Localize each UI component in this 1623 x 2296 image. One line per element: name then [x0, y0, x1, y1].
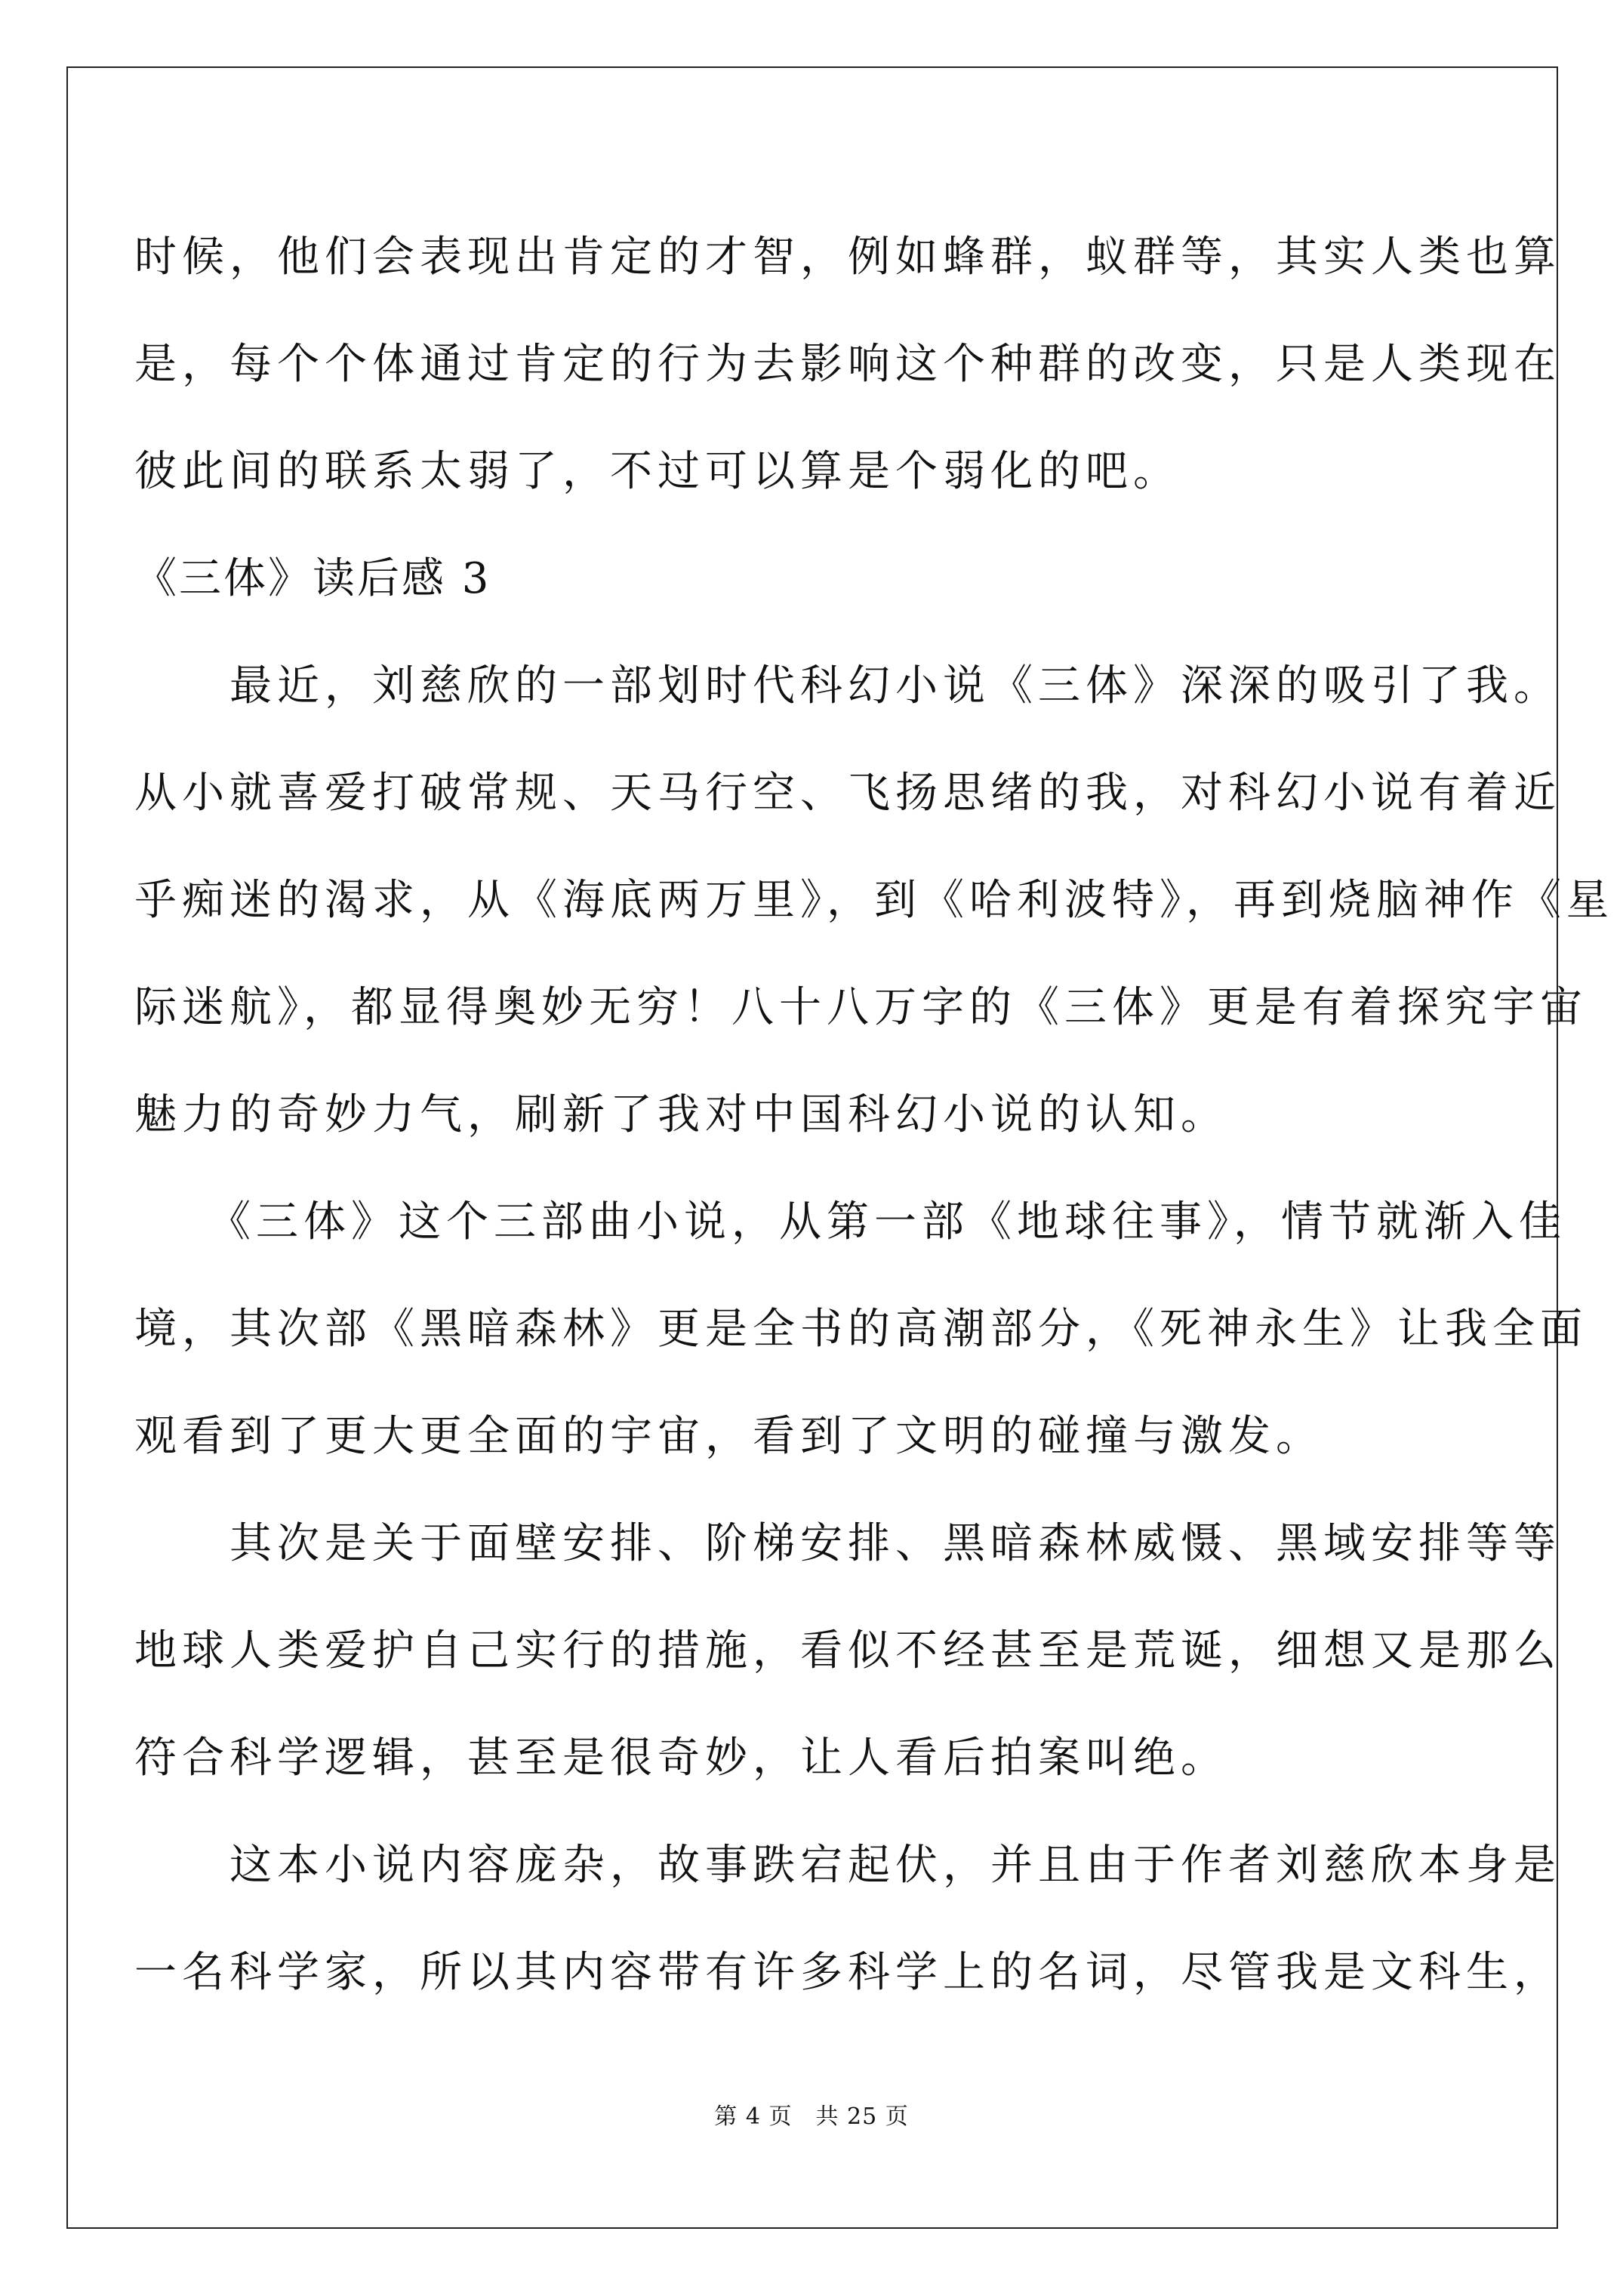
- text-line: 是，每个个体通过肯定的行为去影响这个种群的改变，只是人类现在: [134, 340, 1561, 389]
- text-line: 最近，刘慈欣的一部划时代科幻小说《三体》深深的吸引了我。: [134, 661, 1561, 710]
- text-line: 地球人类爱护自己实行的措施，看似不经甚至是荒诞，细想又是那么: [134, 1626, 1561, 1675]
- text-line: 乎痴迷的渴求，从《海底两万里》，到《哈利波特》，再到烧脑神作《星: [134, 876, 1614, 925]
- text-line: 观看到了更大更全面的宇宙，看到了文明的碰撞与激发。: [134, 1412, 1323, 1461]
- document-body: [134, 204, 1614, 2026]
- text-line: 《三体》这个三部曲小说，从第一部《地球往事》，情节就渐入佳: [134, 1197, 1566, 1247]
- text-line: 彼此间的联系太弱了，不过可以算是个弱化的吧。: [134, 447, 1181, 496]
- text-line: 境，其次部《黑暗森林》更是全书的高潮部分，《死神永生》让我全面: [134, 1305, 1588, 1354]
- text-line: 时候，他们会表现出肯定的才智，例如蜂群，蚁群等，其实人类也算: [134, 233, 1561, 282]
- section-heading: 《三体》读后感 3: [134, 554, 491, 603]
- text-line: 际迷航》，都显得奥妙无穷！八十八万字的《三体》更是有着探究宇宙: [134, 983, 1588, 1032]
- text-line: 魅力的奇妙力气，刷新了我对中国科幻小说的认知。: [134, 1090, 1228, 1139]
- page-number-footer: 第 4 页 共 25 页: [714, 2103, 909, 2130]
- text-line: 一名科学家，所以其内容带有许多科学上的名词，尽管我是文科生，: [134, 1948, 1561, 1997]
- text-line: 这本小说内容庞杂，故事跌宕起伏，并且由于作者刘慈欣本身是: [134, 1841, 1561, 1890]
- text-line: 符合科学逻辑，甚至是很奇妙，让人看后拍案叫绝。: [134, 1734, 1228, 1783]
- text-line: 其次是关于面壁安排、阶梯安排、黑暗森林威慑、黑域安排等等: [134, 1519, 1561, 1568]
- text-line: 从小就喜爱打破常规、天马行空、飞扬思绪的我，对科幻小说有着近: [134, 769, 1561, 818]
